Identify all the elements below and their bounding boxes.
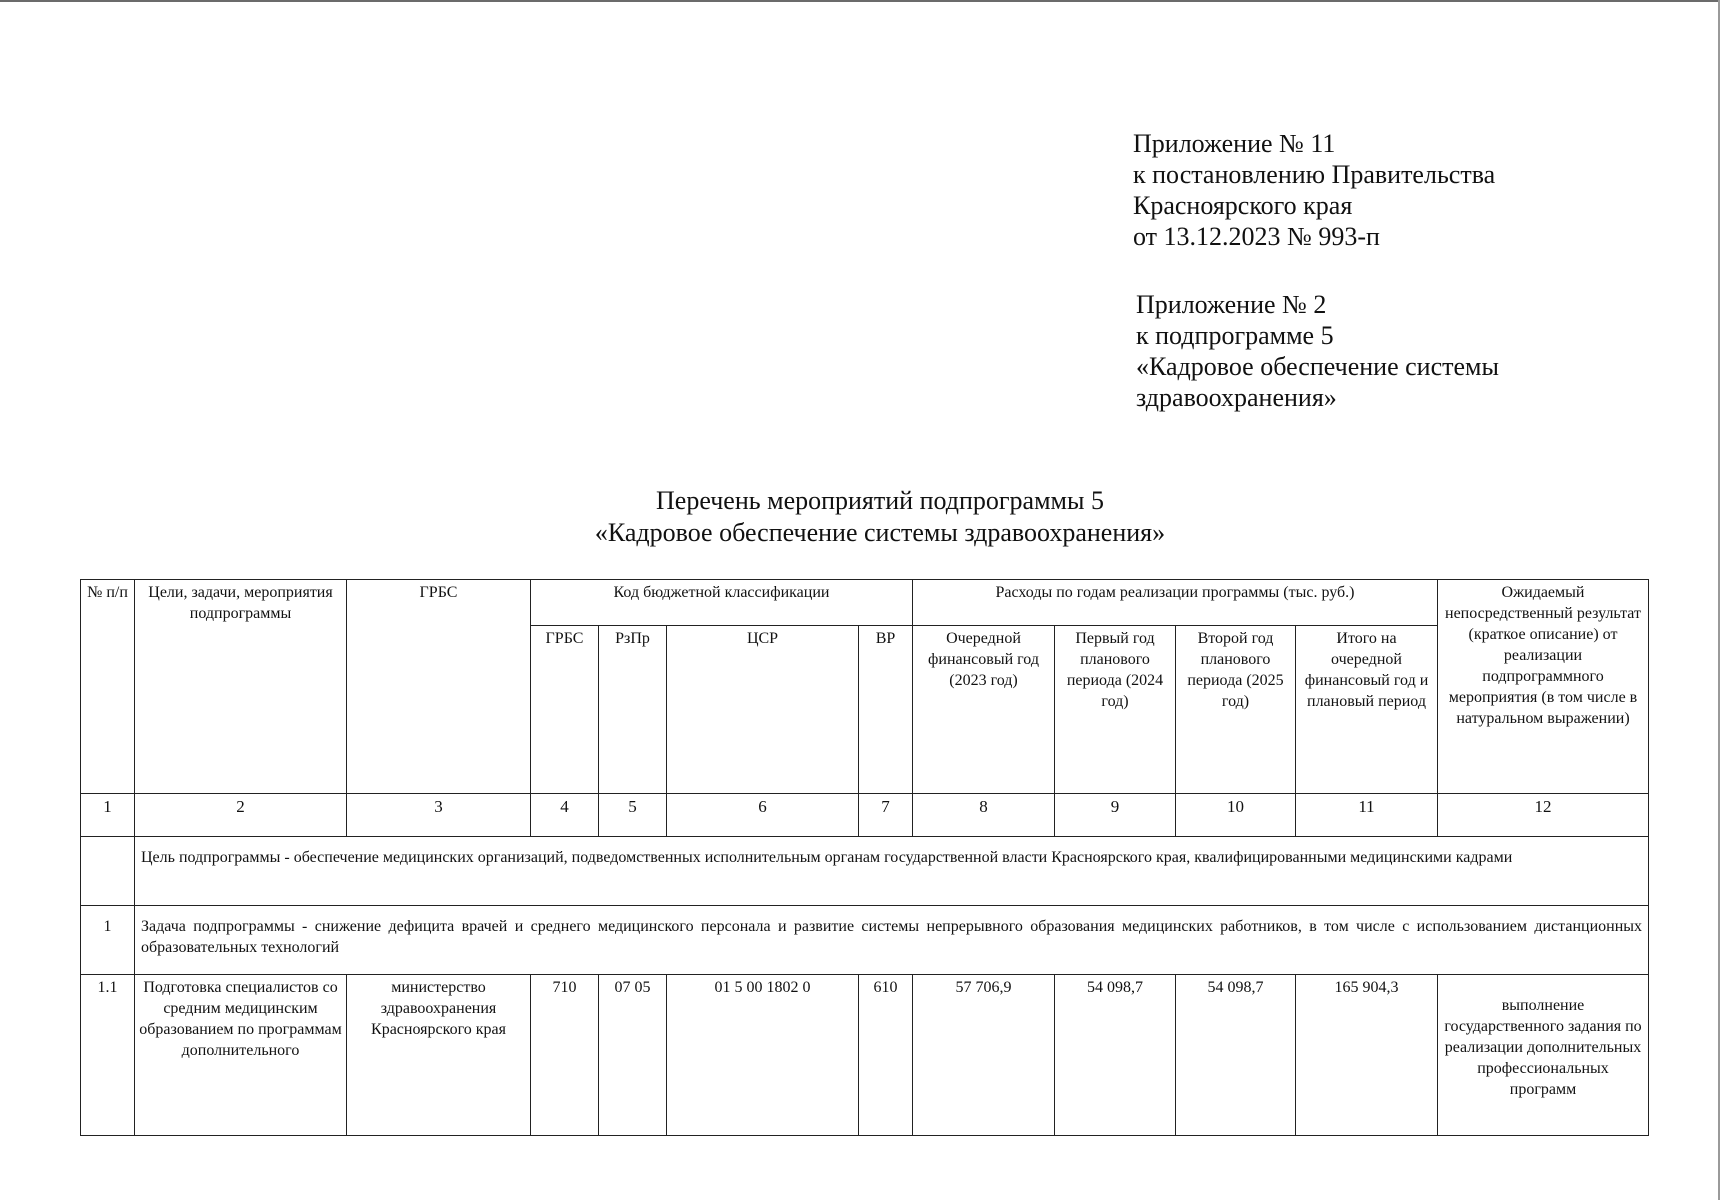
document-title-line1: Перечень мероприятий подпрограммы 5 bbox=[656, 486, 1104, 515]
header-result: Ожидаемый непосредственный результат (краткое описание) от реализации подпрограммного мероприятия (в том числе в натуральном выражении) bbox=[1438, 580, 1649, 794]
header-code-vr: ВР bbox=[859, 626, 913, 794]
column-number: 2 bbox=[135, 794, 347, 837]
row-grbs: 710 bbox=[531, 975, 599, 1136]
column-number: 8 bbox=[913, 794, 1055, 837]
column-number: 9 bbox=[1055, 794, 1176, 837]
row-y2023: 57 706,9 bbox=[913, 975, 1055, 1136]
goal-row bbox=[81, 837, 1649, 906]
row-y2025: 54 098,7 bbox=[1176, 975, 1296, 1136]
column-number: 4 bbox=[531, 794, 599, 837]
task-text: Задача подпрограммы - снижение дефицита врачей и среднего медицинского персонала и развитие системы непрерывного образования медицинских работников, в том числе с использованием дистанционных образовательных технологий bbox=[135, 906, 1649, 975]
appendix-sub-line3: «Кадровое обеспечение системы bbox=[1136, 352, 1499, 381]
document-title bbox=[0, 485, 1720, 549]
appendix-main-line4: от 13.12.2023 № 993-п bbox=[1133, 222, 1380, 251]
header-grbs: ГРБС bbox=[347, 580, 531, 794]
column-number: 11 bbox=[1296, 794, 1438, 837]
measures-table bbox=[80, 579, 1649, 1136]
header-y2023: Очередной финансовый год (2023 год) bbox=[913, 626, 1055, 794]
column-number: 12 bbox=[1438, 794, 1649, 837]
task-num: 1 bbox=[81, 906, 135, 975]
header-budget-code: Код бюджетной классификации bbox=[531, 580, 913, 626]
row-rzpr: 07 05 bbox=[599, 975, 667, 1136]
row-vr: 610 bbox=[859, 975, 913, 1136]
header-code-csr: ЦСР bbox=[667, 626, 859, 794]
table-row bbox=[81, 975, 1649, 1136]
header-total: Итого на очередной финансовый год и плановый период bbox=[1296, 626, 1438, 794]
appendix-sub-line1: Приложение № 2 bbox=[1136, 290, 1327, 319]
appendix-main-line3: Красноярского края bbox=[1133, 191, 1353, 220]
appendix-sub-line4: здравоохранения» bbox=[1136, 383, 1337, 412]
appendix-sub-line2: к подпрограмме 5 bbox=[1136, 321, 1334, 350]
appendix-main-line2: к постановлению Правительства bbox=[1133, 160, 1496, 189]
row-grbs-name: министерство здравоохранения Красноярского края bbox=[347, 975, 531, 1136]
document-title-line2: «Кадровое обеспечение системы здравоохранения» bbox=[594, 518, 1166, 547]
column-number: 7 bbox=[859, 794, 913, 837]
column-number: 10 bbox=[1176, 794, 1296, 837]
header-code-rzpr: РзПр bbox=[599, 626, 667, 794]
column-number: 1 bbox=[81, 794, 135, 837]
header-y2025: Второй год планового периода (2025 год) bbox=[1176, 626, 1296, 794]
header-num: № п/п bbox=[81, 580, 135, 794]
column-numbers-row bbox=[81, 794, 1649, 837]
header-expenses: Расходы по годам реализации программы (тыс. руб.) bbox=[913, 580, 1438, 626]
column-number: 5 bbox=[599, 794, 667, 837]
appendix-main-line1: Приложение № 11 bbox=[1133, 129, 1336, 158]
row-total: 165 904,3 bbox=[1296, 975, 1438, 1136]
row-csr: 01 5 00 1802 0 bbox=[667, 975, 859, 1136]
column-number: 6 bbox=[667, 794, 859, 837]
row-num: 1.1 bbox=[81, 975, 135, 1136]
row-y2024: 54 098,7 bbox=[1055, 975, 1176, 1136]
row-result: выполнение государственного задания по реализации дополнительных профессиональных программ bbox=[1438, 975, 1649, 1136]
header-goals: Цели, задачи, мероприятия подпрограммы bbox=[135, 580, 347, 794]
header-code-grbs: ГРБС bbox=[531, 626, 599, 794]
appendix-main-header bbox=[1133, 128, 1495, 252]
appendix-sub-header bbox=[1136, 289, 1499, 413]
task-row bbox=[81, 906, 1649, 975]
header-y2024: Первый год планового периода (2024 год) bbox=[1055, 626, 1176, 794]
goal-text: Цель подпрограммы - обеспечение медицинских организаций, подведомственных исполнительным органам государственной власти Красноярского края, квалифицированными медицинскими кадрами bbox=[135, 837, 1649, 906]
header-row-1 bbox=[81, 580, 1649, 626]
scan-top-edge bbox=[0, 0, 1720, 2]
row-name: Подготовка специалистов со средним медицинским образованием по программам дополнительного bbox=[135, 975, 347, 1136]
goal-num-cell bbox=[81, 837, 135, 906]
column-number: 3 bbox=[347, 794, 531, 837]
